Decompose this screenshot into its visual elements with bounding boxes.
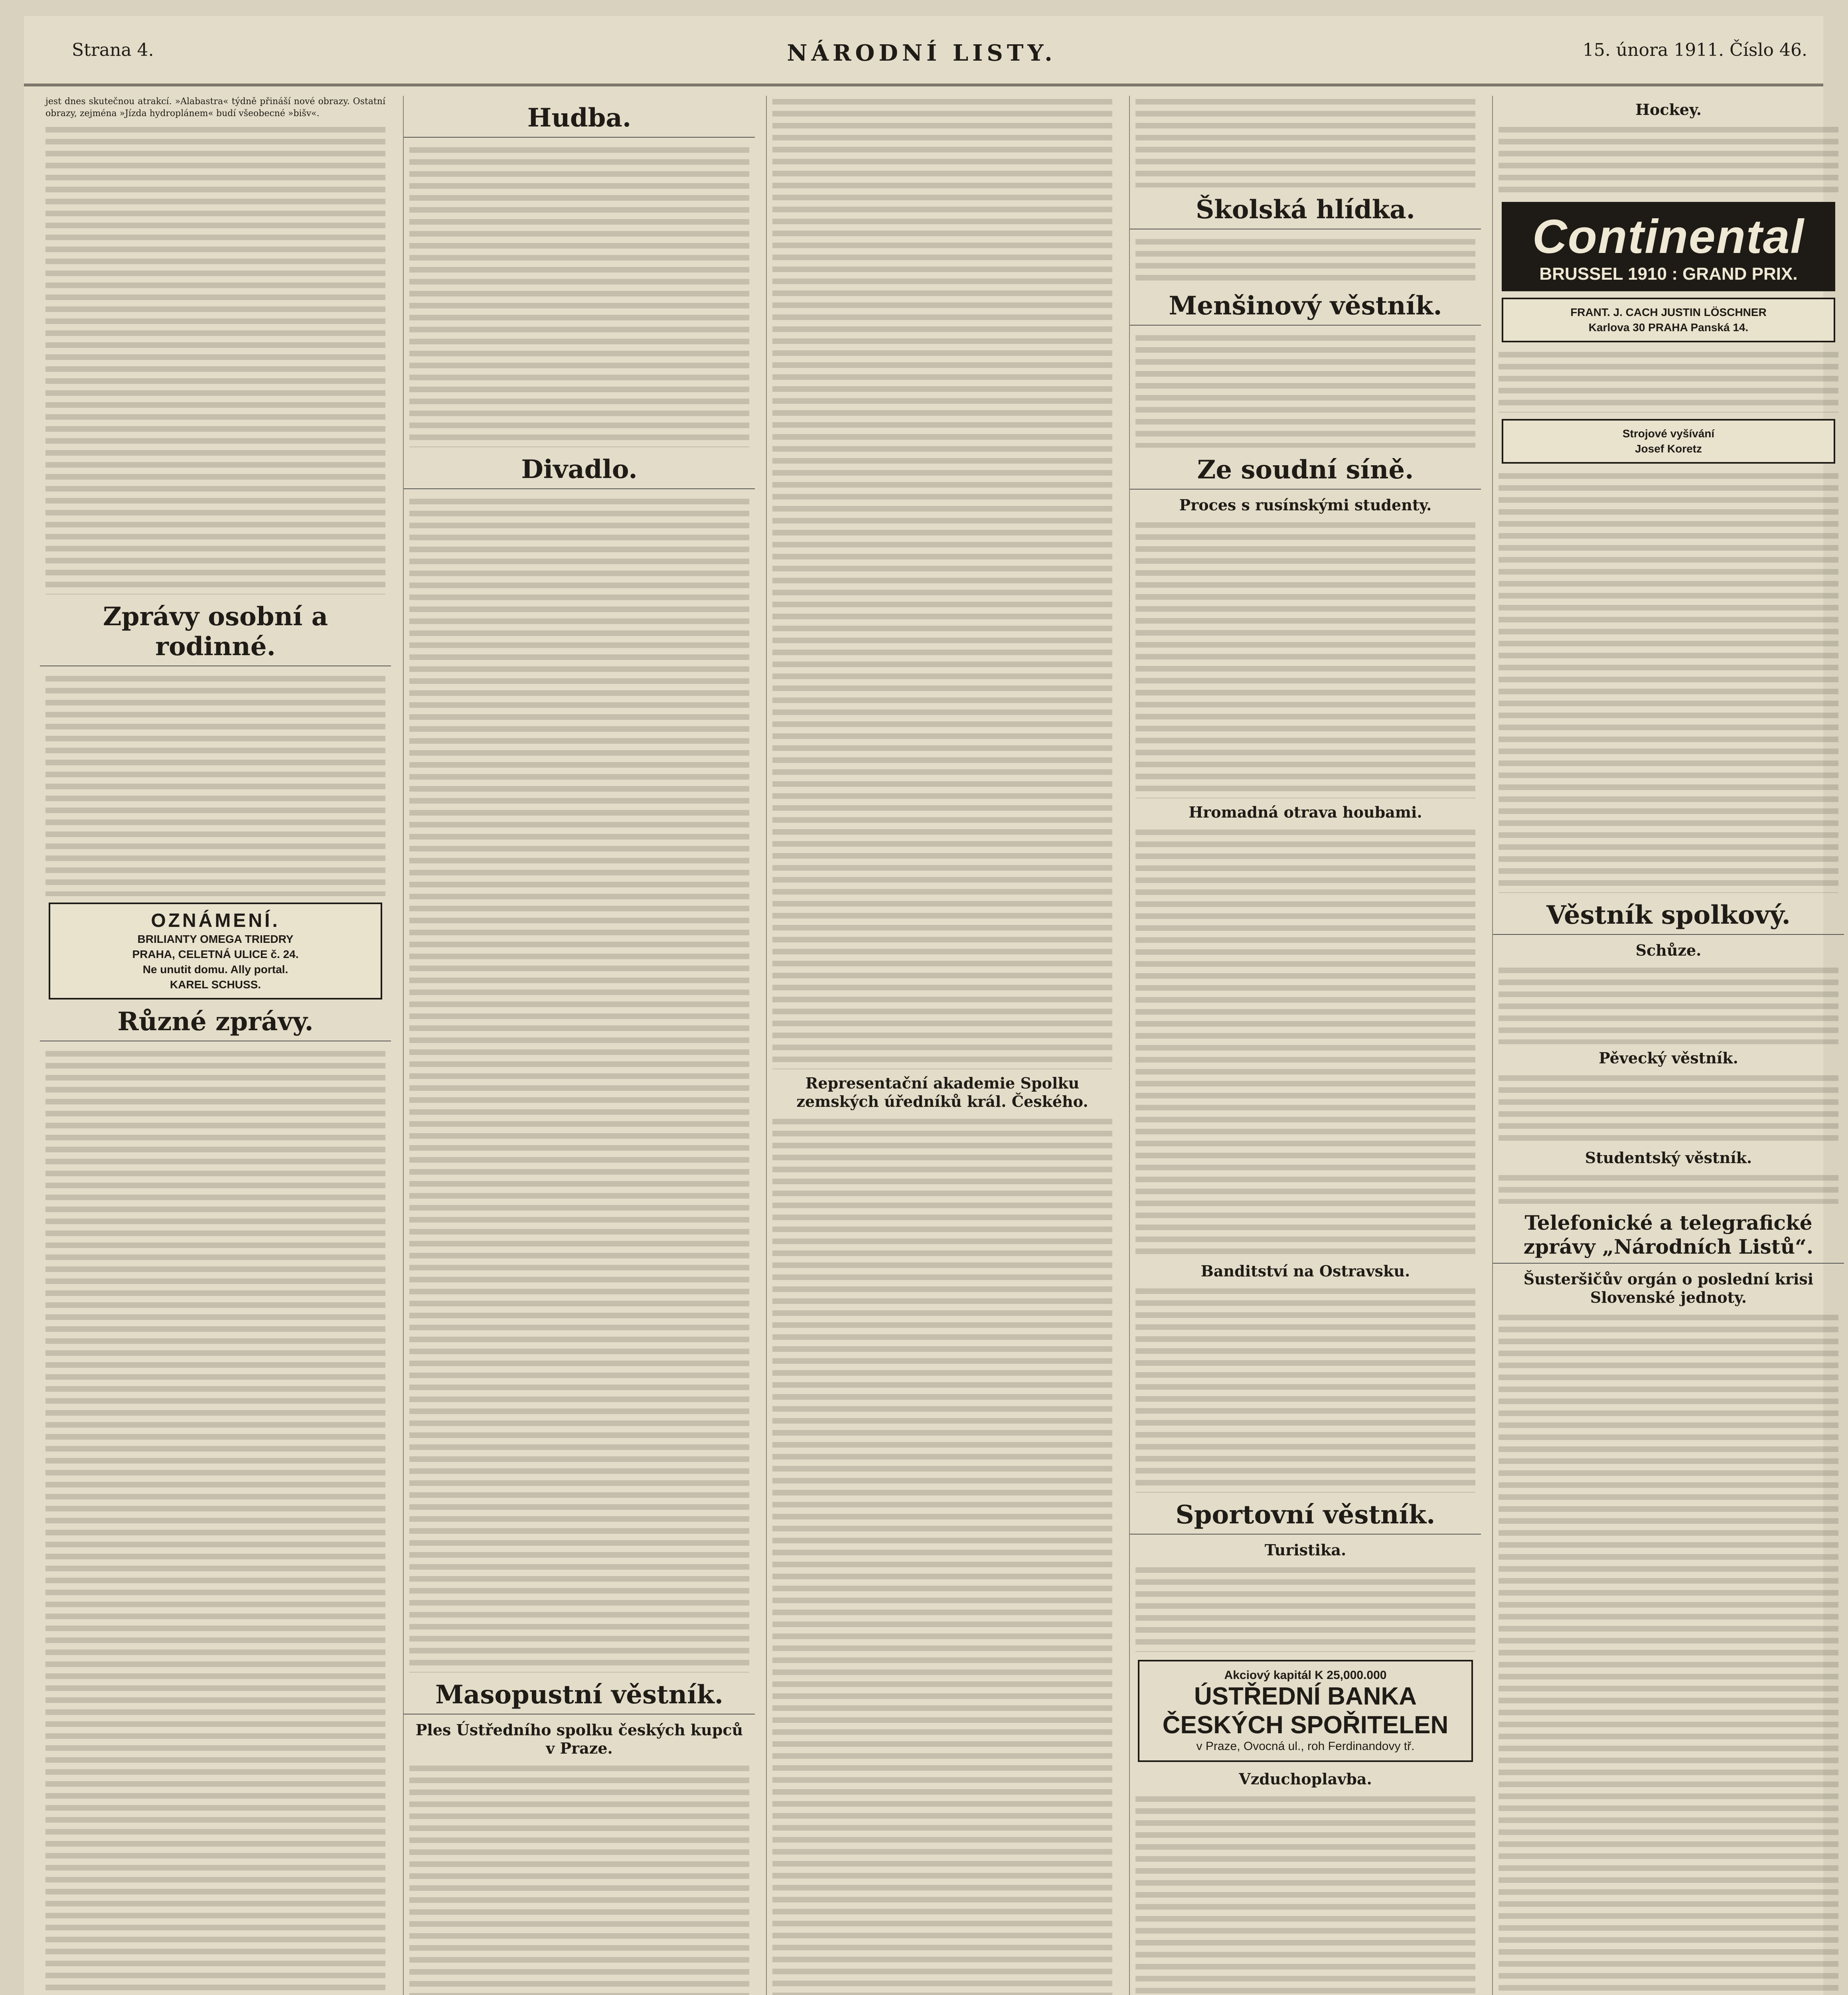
section-heading-sport: Sportovní věstník. [1130, 1500, 1481, 1535]
bank-capital: Akciový kapitál K 25,000.000 [1224, 1669, 1387, 1682]
embroidery-title: Strojové vyšívání [1622, 427, 1715, 440]
advert-line: BRILIANTY OMEGA TRIEDRY [137, 933, 294, 945]
advert-oznameni [49, 903, 382, 999]
advert-line: Ne unutit domu. Ally portal. [142, 963, 288, 976]
hockey-heading: Hockey. [1635, 101, 1702, 119]
newspaper-page [24, 16, 1823, 1995]
section-heading-carnival: Masopustní věstník. [404, 1680, 755, 1715]
text-block [45, 673, 385, 896]
meetings-heading: Schůze. [1635, 941, 1702, 959]
intro-paragraph: jest dnes skutečnou atrakcí. »Alabastra« týdně přináší nové obrazy. Ostatní obrazy, zejména »Jízda hydroplánem« budí všeobecné »bišv«. [45, 97, 385, 119]
column-5 [1492, 96, 1844, 1995]
text-block [772, 96, 1112, 1069]
text-block [1135, 1564, 1475, 1652]
carnival-subheading: Ples Ústředního spolku českých kupců v Praze. [415, 1721, 743, 1757]
sport-subheading: Turistika. [1264, 1541, 1347, 1559]
text-block [45, 1048, 385, 1995]
text-block [1135, 1793, 1475, 1995]
text-block [409, 144, 749, 447]
advert-dealers [1502, 298, 1835, 342]
student-heading: Studentský věstník. [1585, 1149, 1752, 1167]
section-heading-clubs: Věstník spolkový. [1493, 900, 1844, 935]
dealer-names: FRANT. J. CACH JUSTIN LÖSCHNER [1570, 306, 1767, 318]
column-3 [766, 96, 1118, 1995]
section-heading-school: Školská hlídka. [1130, 195, 1481, 229]
grand-prix-line: BRUSSEL 1910 : GRAND PRIX. [1539, 264, 1798, 284]
column-1 [40, 96, 391, 1995]
text-block [1499, 124, 1838, 196]
text-block [1499, 1312, 1838, 1995]
text-block [772, 1116, 1112, 1995]
text-block [1499, 1072, 1838, 1144]
advert-line: KAREL SCHUSS. [170, 978, 261, 991]
section-heading-telegraph: Telefonické a telegrafické zprávy „Národních Listů“. [1493, 1211, 1844, 1264]
advert-bank [1138, 1660, 1473, 1762]
text-block [1499, 349, 1838, 413]
column-2 [403, 96, 755, 1995]
bank-name: ÚSTŘEDNÍ BANKA ČESKÝCH SPOŘITELEN [1162, 1683, 1449, 1739]
text-block [1499, 470, 1838, 893]
section-heading-music: Hudba. [404, 103, 755, 138]
embroidery-company: Josef Koretz [1635, 442, 1702, 455]
text-block [1135, 826, 1475, 1257]
text-block [1499, 1172, 1838, 1204]
dealer-address: Karlova 30 PRAHA Panská 14. [1588, 321, 1749, 334]
text-block [409, 1762, 749, 1995]
column-4 [1129, 96, 1481, 1995]
bank-address: v Praze, Ovocná ul., roh Ferdinandovy tř. [1196, 1740, 1415, 1753]
airship-heading: Vzduchoplavba. [1239, 1770, 1372, 1788]
text-block [1499, 964, 1838, 1044]
continental-logo: Continental [1532, 210, 1805, 263]
choir-heading: Pěvecký věstník. [1599, 1049, 1738, 1067]
text-block [1135, 519, 1475, 798]
page-header [24, 16, 1823, 86]
page-number: Strana 4. [72, 40, 154, 60]
text-block [1135, 1285, 1475, 1493]
text-block [1135, 236, 1475, 284]
advert-embroidery [1502, 419, 1835, 464]
section-heading-academy: Representační akademie Spolku zemských úředníků král. Českého. [796, 1074, 1088, 1110]
section-heading-minority: Menšinový věstník. [1130, 291, 1481, 326]
text-block [409, 496, 749, 1673]
advert-continental [1502, 202, 1835, 291]
advert-title: OZNÁMENÍ. [151, 910, 280, 931]
masthead-title: NÁRODNÍ LISTY. [787, 40, 1056, 66]
section-heading-personal: Zprávy osobní a rodinné. [40, 602, 391, 666]
text-block [1135, 96, 1475, 188]
section-heading-theatre: Divadlo. [404, 454, 755, 489]
court-subheading: Proces s rusínskými studenty. [1179, 496, 1432, 514]
telegraph-subheading: Šusteršičův orgán o poslední krisi Slovenské jednoty. [1523, 1270, 1814, 1306]
text-block [1135, 332, 1475, 448]
issue-date: 15. února 1911. Číslo 46. [1582, 40, 1807, 60]
advert-line: PRAHA, CELETNÁ ULICE č. 24. [132, 948, 299, 960]
mushroom-heading: Hromadná otrava houbami. [1189, 803, 1422, 821]
bandit-heading: Banditství na Ostravsku. [1200, 1262, 1410, 1280]
text-block [45, 124, 385, 595]
section-heading-court: Ze soudní síně. [1130, 455, 1481, 490]
section-heading-misc: Různé zprávy. [40, 1007, 391, 1041]
